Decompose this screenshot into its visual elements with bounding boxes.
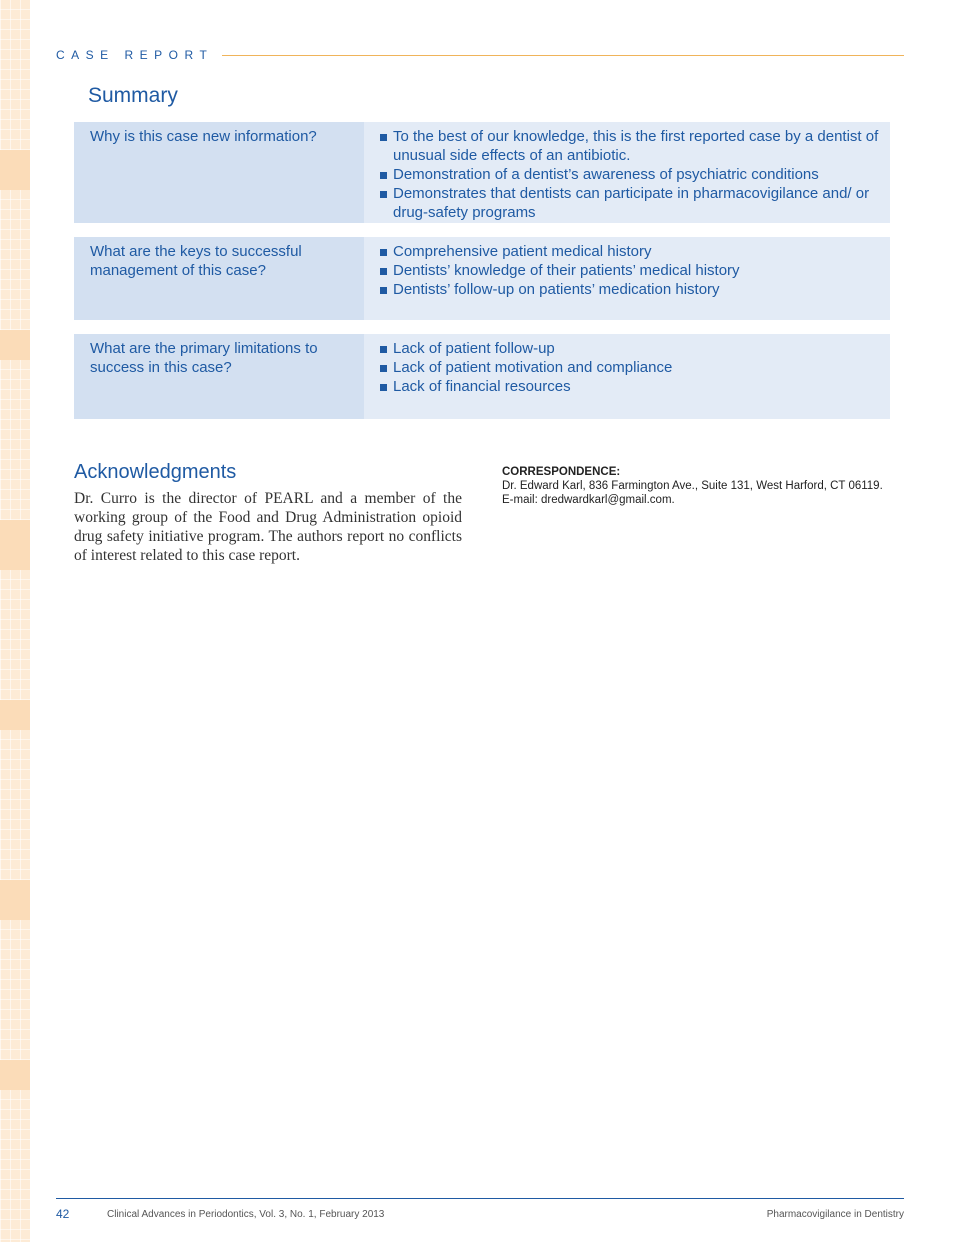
- decorative-margin-strip: [0, 0, 30, 1242]
- correspondence-email: E-mail: dredwardkarl@gmail.com.: [502, 494, 675, 506]
- square-bullet-icon: [380, 134, 387, 141]
- footer-rule: [56, 1198, 904, 1199]
- square-bullet-icon: [380, 268, 387, 275]
- correspondence-address: Dr. Edward Karl, 836 Farmington Ave., Suite 131, West Harford, CT 06119.: [502, 480, 883, 492]
- square-bullet-icon: [380, 384, 387, 391]
- header-rule: [222, 55, 904, 56]
- summary-row: [74, 334, 890, 419]
- square-bullet-icon: [380, 191, 387, 198]
- correspondence-label: CORRESPONDENCE:: [502, 466, 621, 478]
- summary-point: Dentists’ knowledge of their patients’ medical history: [380, 261, 885, 280]
- square-bullet-icon: [380, 346, 387, 353]
- footer-journal-citation: Clinical Advances in Periodontics, Vol. 3, No. 1, February 2013: [107, 1209, 385, 1220]
- summary-point: Demonstration of a dentist’s awareness of psychiatric conditions: [380, 165, 885, 184]
- square-bullet-icon: [380, 249, 387, 256]
- summary-point: To the best of our knowledge, this is the first reported case by a dentist of unusual side effects of an antibiotic.: [380, 127, 885, 165]
- summary-points: [380, 127, 885, 222]
- summary-question: Why is this case new information?: [90, 128, 317, 145]
- summary-point: Lack of patient motivation and compliance: [380, 358, 885, 377]
- page-number: 42: [56, 1207, 70, 1221]
- acknowledgments-body: Dr. Curro is the director of PEARL and a member of the working group of the Food and Drug Administration opioid drug safety initiative program. The authors report no conflicts of interest related to this case report.: [74, 490, 462, 564]
- summary-question-cell: [74, 334, 364, 419]
- running-head: CASE REPORT: [56, 48, 214, 62]
- correspondence-block: [502, 465, 902, 507]
- summary-question-cell: [74, 122, 364, 223]
- summary-point: Lack of patient follow-up: [380, 339, 885, 358]
- square-bullet-icon: [380, 365, 387, 372]
- summary-row: [74, 122, 890, 223]
- summary-point: Demonstrates that dentists can participate in pharmacovigilance and/ or drug-safety programs: [380, 184, 885, 222]
- summary-point: Lack of financial resources: [380, 377, 885, 396]
- summary-point: Dentists’ follow-up on patients’ medication history: [380, 280, 885, 299]
- summary-question-cell: [74, 237, 364, 320]
- summary-point: Comprehensive patient medical history: [380, 242, 885, 261]
- summary-question: What are the keys to successful management of this case?: [90, 243, 302, 279]
- summary-title: Summary: [88, 84, 178, 107]
- square-bullet-icon: [380, 172, 387, 179]
- summary-question: What are the primary limitations to success in this case?: [90, 340, 318, 376]
- square-bullet-icon: [380, 287, 387, 294]
- summary-points: [380, 339, 885, 396]
- acknowledgments-title: Acknowledgments: [74, 461, 237, 483]
- footer-topic: Pharmacovigilance in Dentistry: [766, 1209, 904, 1220]
- summary-points: [380, 242, 885, 299]
- summary-row: [74, 237, 890, 320]
